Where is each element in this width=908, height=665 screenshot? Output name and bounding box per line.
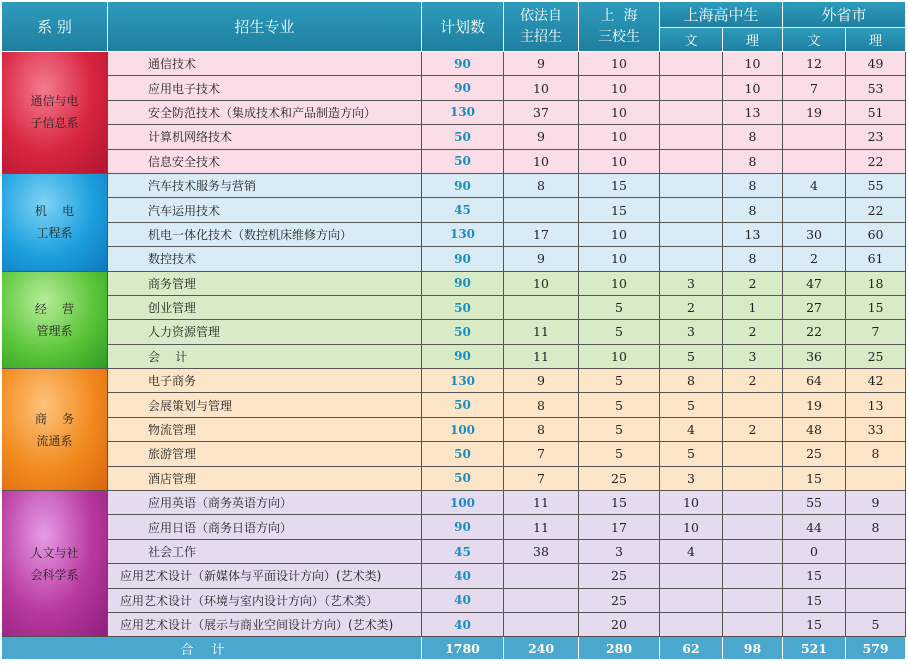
- major-name: 创业管理: [108, 296, 422, 320]
- header-sh-line2: 三校生: [598, 28, 640, 45]
- major-name: 应用电子技术: [108, 76, 422, 100]
- table-row: [2, 589, 906, 613]
- major-name: 应用艺术设计（新媒体与平面设计方向）(艺术类): [108, 564, 422, 588]
- table-body: [2, 52, 906, 637]
- cell-shw: 3: [660, 320, 723, 344]
- cell-shl: [723, 540, 783, 564]
- department-name-line2: 管理系: [36, 323, 73, 338]
- cell-sh3: 5: [579, 393, 660, 417]
- cell-ow: 15: [783, 467, 846, 491]
- table-row: [2, 150, 906, 174]
- total-plan: 1780: [422, 637, 504, 660]
- cell-ow: 44: [783, 515, 846, 539]
- major-name: 人力资源管理: [108, 320, 422, 344]
- cell-shw: [660, 76, 723, 100]
- cell-shl: [723, 515, 783, 539]
- cell-sh3: 15: [579, 491, 660, 515]
- cell-shl: [723, 442, 783, 466]
- major-name: 应用艺术设计（展示与商业空间设计方向）(艺术类): [108, 613, 422, 637]
- major-name: 社会工作: [108, 540, 422, 564]
- header-self-line1: 依法自: [520, 7, 562, 24]
- cell-ow: 19: [783, 393, 846, 417]
- header-sh-li: 理: [723, 28, 783, 53]
- table-row: [2, 467, 906, 491]
- cell-plan: 40: [422, 564, 504, 588]
- cell-shl: 2: [723, 272, 783, 296]
- cell-self: 10: [504, 272, 579, 296]
- cell-ow: 12: [783, 52, 846, 76]
- cell-shl: [723, 589, 783, 613]
- cell-plan: 130: [422, 223, 504, 247]
- header-sh-line1: 上 海: [600, 7, 638, 24]
- cell-ol: 61: [846, 247, 906, 271]
- cell-shl: 1: [723, 296, 783, 320]
- cell-sh3: 10: [579, 101, 660, 125]
- department-cell: [2, 52, 108, 174]
- major-name: 信息安全技术: [108, 150, 422, 174]
- cell-self: 11: [504, 491, 579, 515]
- cell-ow: 36: [783, 345, 846, 369]
- cell-plan: 50: [422, 393, 504, 417]
- total-row: [2, 637, 906, 660]
- department-name-line1: 人文与社: [30, 545, 79, 560]
- cell-plan: 40: [422, 589, 504, 613]
- cell-ol: 55: [846, 174, 906, 198]
- cell-plan: 100: [422, 418, 504, 442]
- cell-sh3: 5: [579, 320, 660, 344]
- cell-sh3: 10: [579, 52, 660, 76]
- cell-sh3: 10: [579, 76, 660, 100]
- major-name: 机电一体化技术（数控机床维修方向）: [108, 223, 422, 247]
- cell-plan: 40: [422, 613, 504, 637]
- cell-plan: 90: [422, 52, 504, 76]
- cell-self: [504, 296, 579, 320]
- cell-ow: 47: [783, 272, 846, 296]
- header-other-li: 理: [846, 28, 906, 53]
- cell-shw: 4: [660, 418, 723, 442]
- header-other-wen: 文: [783, 28, 846, 53]
- header-major: 招生专业: [108, 2, 422, 52]
- cell-sh3: 3: [579, 540, 660, 564]
- major-name: 计算机网络技术: [108, 125, 422, 149]
- major-name: 商务管理: [108, 272, 422, 296]
- cell-shl: 10: [723, 52, 783, 76]
- cell-shw: [660, 101, 723, 125]
- cell-ol: [846, 467, 906, 491]
- cell-shw: 10: [660, 491, 723, 515]
- cell-shw: [660, 589, 723, 613]
- table-row: [2, 272, 906, 296]
- cell-shl: 2: [723, 418, 783, 442]
- department-name-line2: 会科学系: [30, 567, 79, 582]
- cell-shl: 13: [723, 101, 783, 125]
- cell-ow: [783, 150, 846, 174]
- table-row: [2, 393, 906, 417]
- table-header: [2, 2, 906, 52]
- table-row: [2, 491, 906, 515]
- cell-shw: [660, 613, 723, 637]
- cell-shl: 2: [723, 369, 783, 393]
- table-row: [2, 442, 906, 466]
- cell-shl: 3: [723, 345, 783, 369]
- table-row: [2, 418, 906, 442]
- cell-shw: [660, 247, 723, 271]
- cell-shl: 8: [723, 247, 783, 271]
- cell-plan: 50: [422, 467, 504, 491]
- cell-self: 8: [504, 393, 579, 417]
- cell-ow: 15: [783, 564, 846, 588]
- cell-self: 8: [504, 174, 579, 198]
- total-label: 合计: [2, 637, 422, 660]
- cell-sh3: 10: [579, 272, 660, 296]
- cell-self: 7: [504, 442, 579, 466]
- cell-ol: 18: [846, 272, 906, 296]
- cell-shl: 8: [723, 174, 783, 198]
- cell-shl: 8: [723, 125, 783, 149]
- cell-ol: [846, 564, 906, 588]
- cell-ow: 25: [783, 442, 846, 466]
- major-name: 会展策划与管理: [108, 393, 422, 417]
- cell-ow: 48: [783, 418, 846, 442]
- table-row: [2, 174, 906, 198]
- total-self: 240: [504, 637, 579, 660]
- department-name: [2, 90, 107, 134]
- cell-shw: [660, 125, 723, 149]
- cell-sh3: 5: [579, 442, 660, 466]
- table-row: [2, 125, 906, 149]
- cell-shl: 8: [723, 150, 783, 174]
- cell-shw: 10: [660, 515, 723, 539]
- table-row: [2, 101, 906, 125]
- cell-ol: 51: [846, 101, 906, 125]
- cell-ow: 2: [783, 247, 846, 271]
- cell-ol: 22: [846, 150, 906, 174]
- cell-shl: [723, 613, 783, 637]
- cell-sh3: 10: [579, 247, 660, 271]
- table-footer: [2, 637, 906, 660]
- major-name: 汽车技术服务与营销: [108, 174, 422, 198]
- cell-shw: 8: [660, 369, 723, 393]
- cell-ol: 33: [846, 418, 906, 442]
- cell-self: 9: [504, 125, 579, 149]
- table-row: [2, 515, 906, 539]
- cell-shw: 3: [660, 272, 723, 296]
- cell-plan: 90: [422, 272, 504, 296]
- table-row: [2, 76, 906, 100]
- cell-shl: [723, 564, 783, 588]
- cell-self: 7: [504, 467, 579, 491]
- department-name-line1: 经 营: [34, 301, 75, 316]
- header-shanghai-highschool: 上海高中生: [660, 2, 783, 28]
- header-other-provinces: 外省市: [783, 2, 906, 28]
- cell-plan: 90: [422, 515, 504, 539]
- department-name-line1: 商 务: [34, 411, 75, 426]
- cell-plan: 50: [422, 125, 504, 149]
- department-name: [2, 542, 107, 586]
- cell-ol: [846, 589, 906, 613]
- major-name: 安全防范技术（集成技术和产品制造方向）: [108, 101, 422, 125]
- cell-ol: 25: [846, 345, 906, 369]
- major-name: 数控技术: [108, 247, 422, 271]
- enrollment-table: [2, 2, 906, 660]
- major-name: 会 计: [108, 345, 422, 369]
- table-row: [2, 52, 906, 76]
- cell-ol: 7: [846, 320, 906, 344]
- cell-self: [504, 564, 579, 588]
- cell-self: 9: [504, 369, 579, 393]
- department-cell: [2, 369, 108, 491]
- cell-plan: 50: [422, 320, 504, 344]
- cell-shl: [723, 393, 783, 417]
- department-cell: [2, 272, 108, 370]
- total-shw: 62: [660, 637, 723, 660]
- cell-shw: [660, 223, 723, 247]
- header-dept: 系 别: [2, 2, 108, 52]
- table-row: [2, 613, 906, 637]
- cell-sh3: 20: [579, 613, 660, 637]
- cell-ol: 53: [846, 76, 906, 100]
- cell-ol: 60: [846, 223, 906, 247]
- department-cell: [2, 174, 108, 272]
- cell-plan: 90: [422, 345, 504, 369]
- cell-plan: 90: [422, 247, 504, 271]
- total-shl: 98: [723, 637, 783, 660]
- cell-plan: 50: [422, 296, 504, 320]
- table-row: [2, 320, 906, 344]
- cell-ol: 42: [846, 369, 906, 393]
- cell-self: [504, 613, 579, 637]
- major-name: 应用英语（商务英语方向）: [108, 491, 422, 515]
- cell-plan: 50: [422, 150, 504, 174]
- cell-sh3: 10: [579, 125, 660, 149]
- cell-ow: 64: [783, 369, 846, 393]
- cell-ol: 5: [846, 613, 906, 637]
- cell-ol: 13: [846, 393, 906, 417]
- cell-self: 37: [504, 101, 579, 125]
- cell-sh3: 17: [579, 515, 660, 539]
- cell-plan: 100: [422, 491, 504, 515]
- cell-plan: 50: [422, 442, 504, 466]
- department-name-line2: 子信息系: [30, 116, 79, 131]
- cell-shl: 13: [723, 223, 783, 247]
- cell-shw: 5: [660, 345, 723, 369]
- header-self-line2: 主招生: [520, 28, 562, 45]
- major-name: 应用艺术设计（环境与室内设计方向）（艺术类）: [108, 589, 422, 613]
- cell-ol: 23: [846, 125, 906, 149]
- major-name: 应用日语（商务日语方向）: [108, 515, 422, 539]
- header-sh-wen: 文: [660, 28, 723, 53]
- cell-sh3: 5: [579, 369, 660, 393]
- cell-sh3: 10: [579, 223, 660, 247]
- cell-self: 8: [504, 418, 579, 442]
- cell-ow: 4: [783, 174, 846, 198]
- cell-plan: 45: [422, 540, 504, 564]
- table-row: [2, 369, 906, 393]
- cell-sh3: 5: [579, 296, 660, 320]
- cell-shl: [723, 467, 783, 491]
- cell-ow: 27: [783, 296, 846, 320]
- table-row: [2, 198, 906, 222]
- department-name-line2: 流通系: [36, 433, 73, 448]
- table-row: [2, 223, 906, 247]
- total-ol: 579: [846, 637, 906, 660]
- cell-sh3: 25: [579, 564, 660, 588]
- cell-plan: 45: [422, 198, 504, 222]
- cell-self: [504, 589, 579, 613]
- cell-self: 11: [504, 320, 579, 344]
- cell-shl: 8: [723, 198, 783, 222]
- cell-sh3: 10: [579, 150, 660, 174]
- cell-shw: [660, 52, 723, 76]
- header-shanghai-three-schools: [579, 2, 660, 52]
- cell-plan: 130: [422, 369, 504, 393]
- cell-ow: 0: [783, 540, 846, 564]
- cell-shl: [723, 491, 783, 515]
- cell-shw: [660, 564, 723, 588]
- cell-sh3: 15: [579, 174, 660, 198]
- cell-self: 9: [504, 52, 579, 76]
- cell-self: 17: [504, 223, 579, 247]
- major-name: 汽车运用技术: [108, 198, 422, 222]
- cell-self: 9: [504, 247, 579, 271]
- cell-plan: 90: [422, 76, 504, 100]
- cell-shw: 3: [660, 467, 723, 491]
- cell-shw: 5: [660, 393, 723, 417]
- department-cell: [2, 491, 108, 637]
- cell-ol: 8: [846, 515, 906, 539]
- department-name-line1: 机 电: [34, 204, 75, 219]
- cell-self: 10: [504, 76, 579, 100]
- table-row: [2, 345, 906, 369]
- department-name: [2, 200, 107, 244]
- department-name-line2: 工程系: [36, 226, 73, 241]
- cell-self: 10: [504, 150, 579, 174]
- department-name: [2, 298, 107, 342]
- cell-ol: 22: [846, 198, 906, 222]
- cell-ol: 15: [846, 296, 906, 320]
- cell-self: 38: [504, 540, 579, 564]
- cell-shw: [660, 198, 723, 222]
- cell-shw: [660, 174, 723, 198]
- table-row: [2, 296, 906, 320]
- cell-sh3: 25: [579, 467, 660, 491]
- table-row: [2, 564, 906, 588]
- major-name: 电子商务: [108, 369, 422, 393]
- cell-ow: 55: [783, 491, 846, 515]
- cell-shw: 4: [660, 540, 723, 564]
- major-name: 通信技术: [108, 52, 422, 76]
- department-name-line1: 通信与电: [30, 94, 79, 109]
- table-row: [2, 247, 906, 271]
- cell-plan: 90: [422, 174, 504, 198]
- cell-ow: 15: [783, 589, 846, 613]
- cell-sh3: 5: [579, 418, 660, 442]
- cell-plan: 130: [422, 101, 504, 125]
- cell-self: 11: [504, 515, 579, 539]
- cell-ow: [783, 198, 846, 222]
- cell-shw: 5: [660, 442, 723, 466]
- major-name: 酒店管理: [108, 467, 422, 491]
- cell-shl: 2: [723, 320, 783, 344]
- cell-self: [504, 198, 579, 222]
- cell-sh3: 25: [579, 589, 660, 613]
- cell-ow: 30: [783, 223, 846, 247]
- cell-sh3: 15: [579, 198, 660, 222]
- major-name: 旅游管理: [108, 442, 422, 466]
- cell-ol: 49: [846, 52, 906, 76]
- cell-ow: [783, 125, 846, 149]
- cell-ow: 15: [783, 613, 846, 637]
- cell-shw: 2: [660, 296, 723, 320]
- cell-ol: [846, 540, 906, 564]
- cell-ol: 8: [846, 442, 906, 466]
- cell-shw: [660, 150, 723, 174]
- department-name: [2, 408, 107, 452]
- total-sh3: 280: [579, 637, 660, 660]
- major-name: 物流管理: [108, 418, 422, 442]
- cell-sh3: 10: [579, 345, 660, 369]
- total-ow: 521: [783, 637, 846, 660]
- table-row: [2, 540, 906, 564]
- cell-shl: 10: [723, 76, 783, 100]
- header-plan: 计划数: [422, 2, 504, 52]
- header-self-enrollment: [504, 2, 579, 52]
- cell-ow: 7: [783, 76, 846, 100]
- cell-ow: 22: [783, 320, 846, 344]
- cell-self: 11: [504, 345, 579, 369]
- cell-ol: 9: [846, 491, 906, 515]
- cell-ow: 19: [783, 101, 846, 125]
